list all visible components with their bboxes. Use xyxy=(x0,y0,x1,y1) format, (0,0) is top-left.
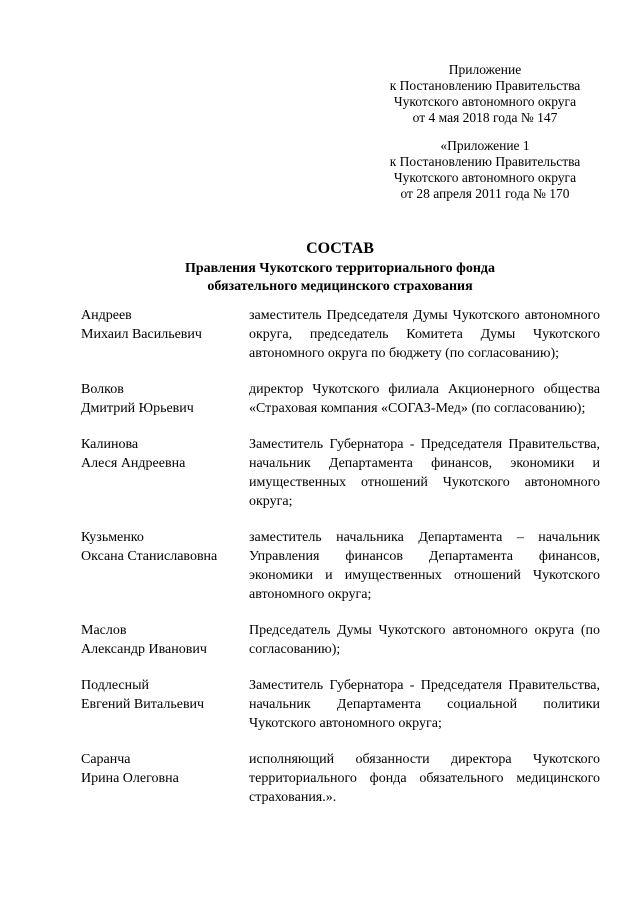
member-surname: Андреев xyxy=(81,308,132,323)
document-title xyxy=(90,238,590,296)
members-list xyxy=(81,306,600,805)
member-row xyxy=(81,621,600,659)
member-given-name: Дмитрий Юрьевич xyxy=(81,401,194,416)
appendix-line: Приложение xyxy=(448,62,522,77)
appendix-line: Чукотского автономного округа xyxy=(393,94,577,109)
member-name xyxy=(81,380,249,418)
title-line: Правления Чукотского территориального фонда xyxy=(184,261,496,276)
appendix-date-line: от 28 апреля 2011 года № 170 xyxy=(400,186,570,201)
member-name xyxy=(81,306,249,363)
appendix-line: к Постановлению Правительства xyxy=(389,154,581,169)
member-surname: Саранча xyxy=(81,752,131,767)
member-row xyxy=(81,750,600,807)
member-role: заместитель Председателя Думы Чукотского автономного округа, председатель Комитета Думы Чукотского автономного округа по бюджету (по согласованию); xyxy=(249,308,600,361)
appendix-line: «Приложение 1 xyxy=(440,138,530,153)
member-given-name: Михаил Васильевич xyxy=(81,327,202,342)
member-role: Председатель Думы Чукотского автономного округа (по согласованию); xyxy=(249,623,600,657)
member-role: директор Чукотского филиала Акционерного общества «Страховая компания «СОГАЗ-Мед» (по согласованию); xyxy=(249,382,600,416)
member-given-name: Алеся Андреевна xyxy=(81,456,186,471)
member-role: заместитель начальника Департамента – начальник Управления финансов Департамента финансов, экономики и имущественных отношений Чукотского автономного округа; xyxy=(249,530,600,602)
member-row xyxy=(81,380,600,418)
member-row xyxy=(81,435,600,511)
member-role: Заместитель Губернатора - Председателя Правительства, начальник Департамента социальной политики Чукотского автономного округа; xyxy=(249,678,600,731)
member-given-name: Александр Иванович xyxy=(81,642,207,657)
member-given-name: Евгений Витальевич xyxy=(81,697,205,712)
appendix-line: Чукотского автономного округа xyxy=(393,170,577,185)
title-line: обязательного медицинского страхования xyxy=(207,279,473,294)
member-given-name: Оксана Станиславовна xyxy=(81,549,218,564)
member-row xyxy=(81,528,600,604)
member-name xyxy=(81,621,249,659)
member-surname: Волков xyxy=(81,382,124,397)
appendix-date-line: от 4 мая 2018 года № 147 xyxy=(412,110,558,125)
member-role: Заместитель Губернатора - Председателя Правительства, начальник Департамента финансов, экономики и имущественных отношений Чукотского автономного округа; xyxy=(249,437,600,509)
appendix-line: к Постановлению Правительства xyxy=(389,78,581,93)
member-surname: Кузьменко xyxy=(81,530,144,545)
member-given-name: Ирина Олеговна xyxy=(81,771,179,786)
appendix-1-header xyxy=(380,138,590,202)
member-row xyxy=(81,676,600,733)
title-main: СОСТАВ xyxy=(306,240,374,257)
member-row xyxy=(81,306,600,363)
member-surname: Маслов xyxy=(81,623,127,638)
member-role: исполняющий обязанности директора Чукотского территориального фонда обязательного медицинского страхования.». xyxy=(249,752,600,805)
member-name xyxy=(81,750,249,807)
appendix-header xyxy=(380,62,590,126)
member-surname: Калинова xyxy=(81,437,139,452)
member-name xyxy=(81,528,249,604)
member-surname: Подлесный xyxy=(81,678,149,693)
member-name xyxy=(81,435,249,511)
member-name xyxy=(81,676,249,733)
